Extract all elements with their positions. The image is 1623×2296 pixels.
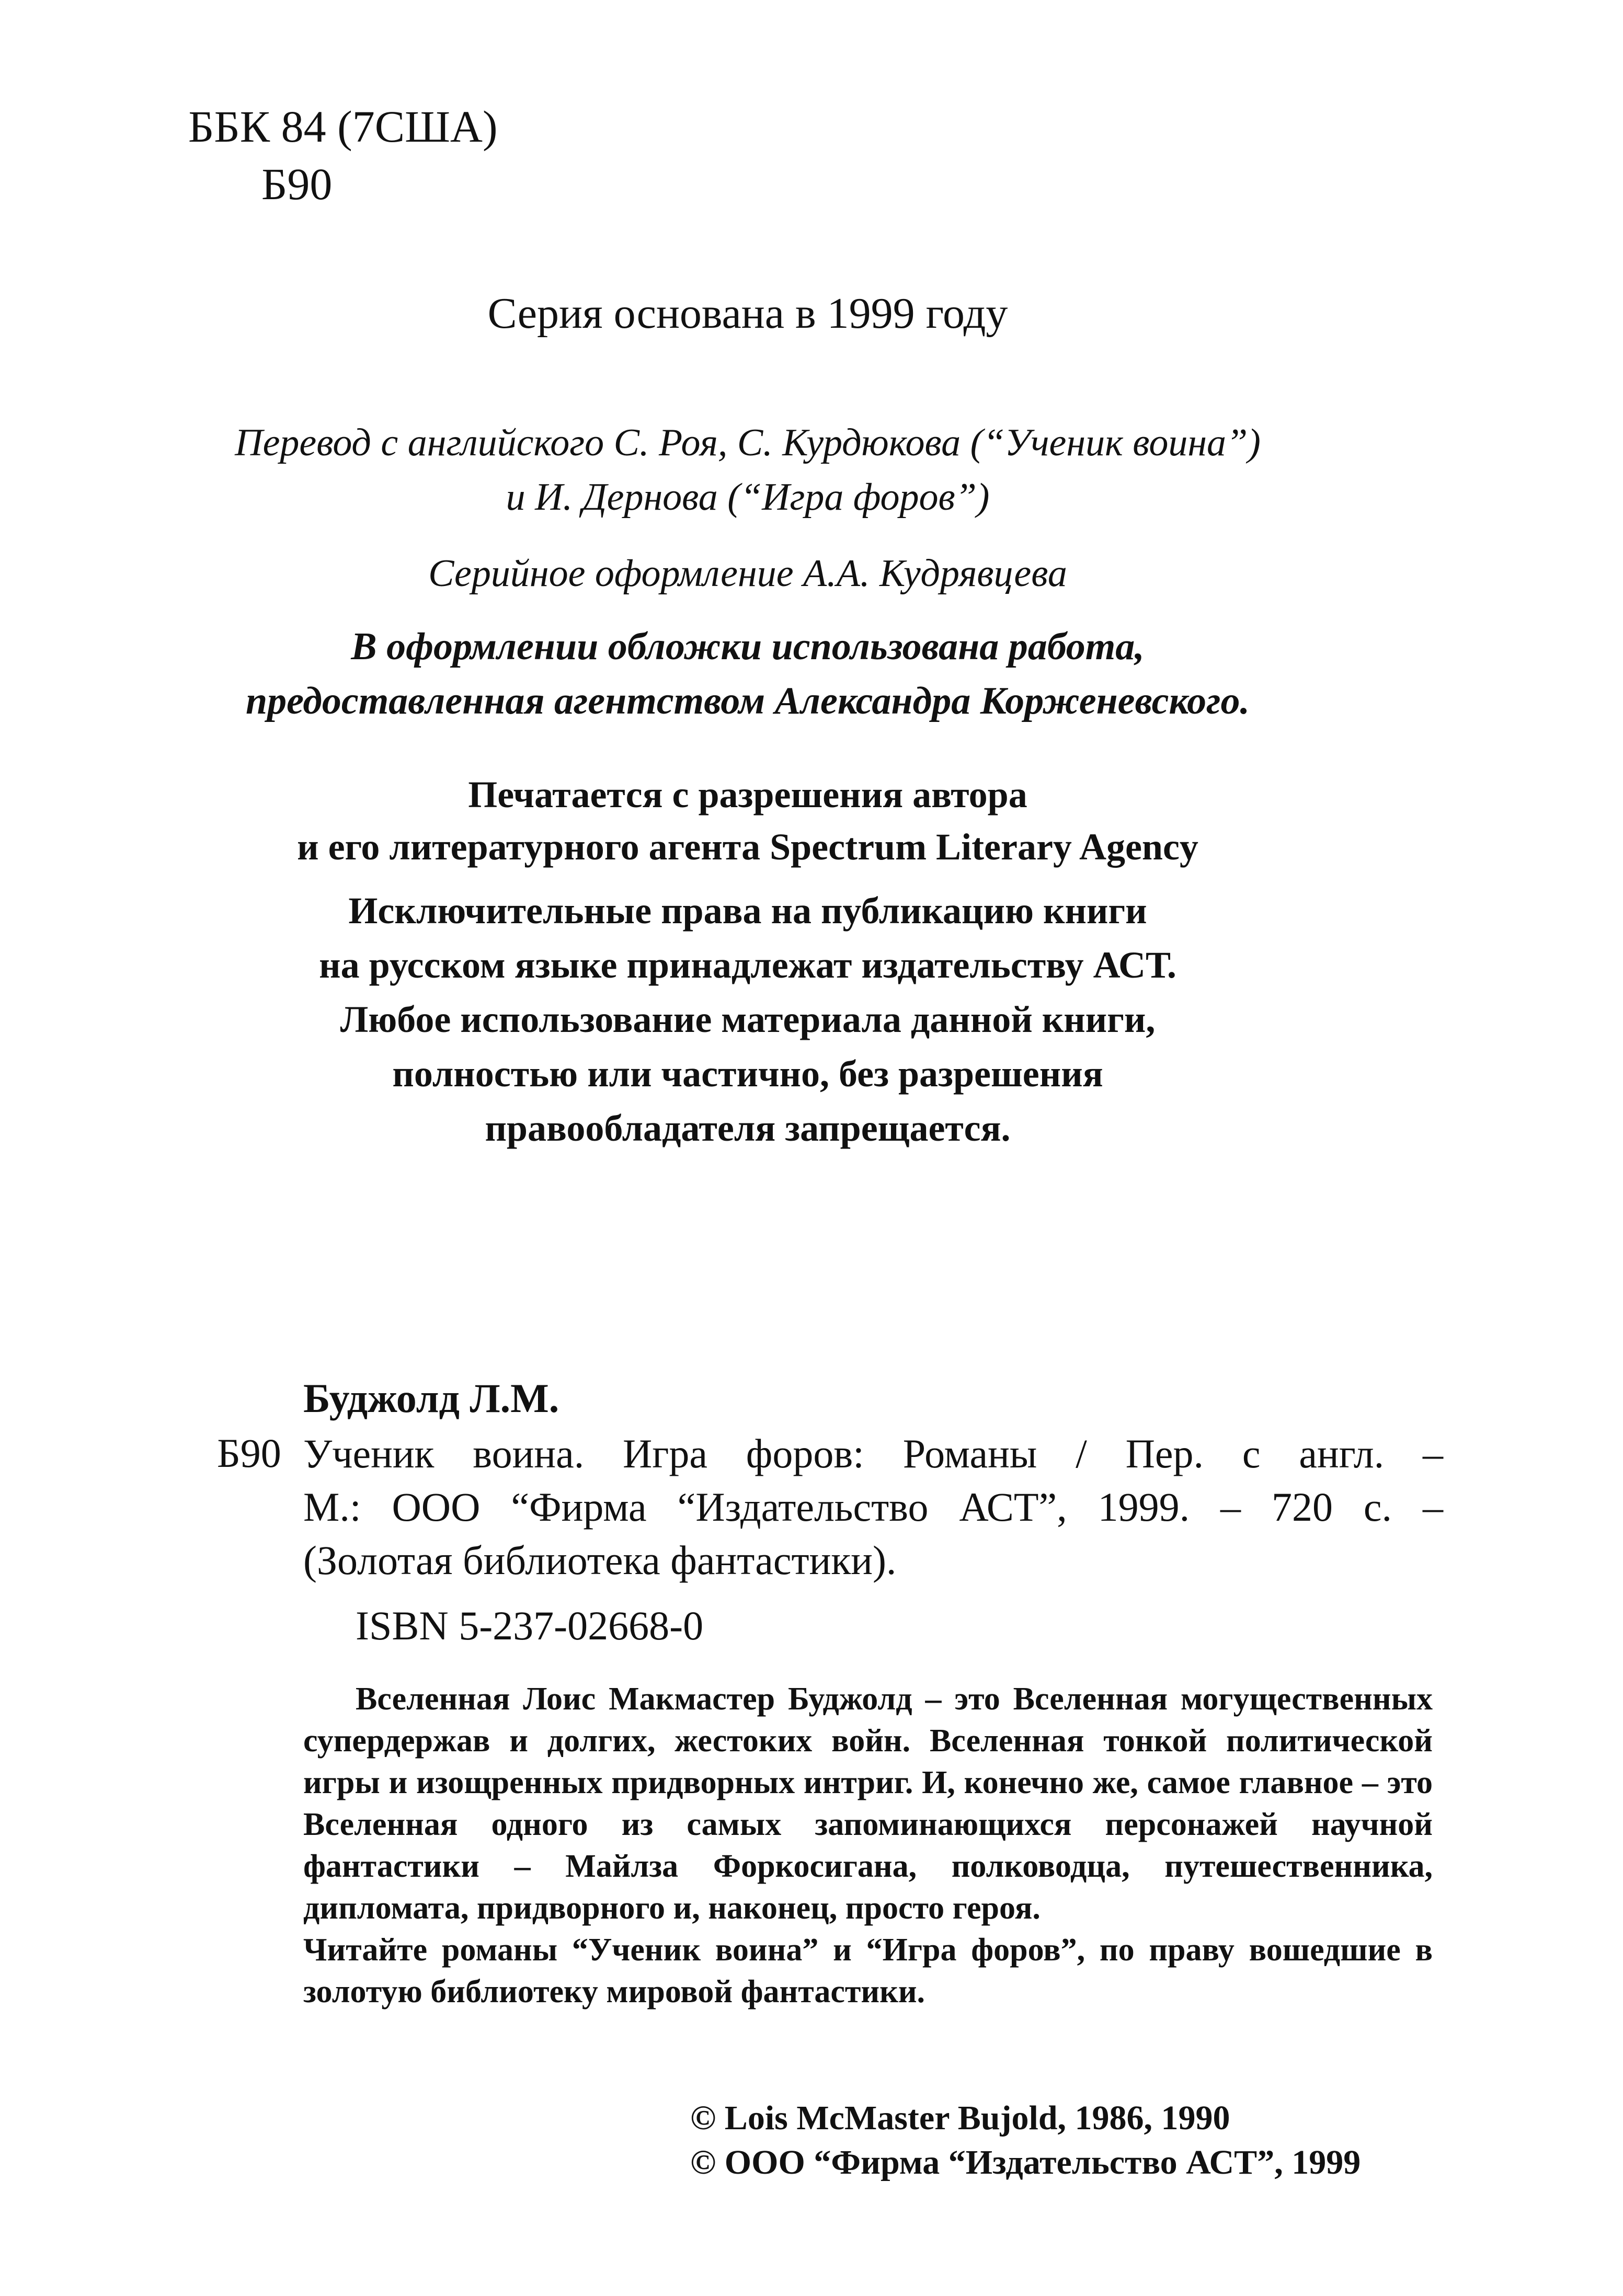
bibliography-line-1: Ученик воина. Игра форов: Романы / Пер. с англ. – [303,1431,1443,1476]
translation-credits [173,416,1323,524]
cover-credit [173,619,1323,728]
annotation [303,1678,1433,2013]
permission-line-2: и его литературного агента Spectrum Literary Agency [297,826,1198,868]
series-note: Серия основана в 1999 году [487,289,1008,338]
bbk-code: ББК 84 (7США) [188,101,498,152]
annotation-paragraph-1: Вселенная Лоис Макмастер Буджолд – это Вселенная могущественных супердержав и долгих, жестоких войн. Вселенная тонкой политической игры и изощренных придворных интриг. И, конечно же, самое главное – это Вселенная одного из самых запоминающихся персонажей научной фантастики – Майлза Форкосигана, полководца, путешественника, дипломата, придворного и, наконец, просто героя. [303,1681,1433,1926]
isbn: ISBN 5-237-02668-0 [356,1603,704,1648]
copyright-author: © Lois McMaster Bujold, 1986, 1990 [690,2099,1230,2137]
permission-line-1: Печатается с разрешения автора [468,774,1027,816]
rights-line-1: Исключительные права на публикацию книги [348,890,1147,932]
bibliography-author: Буджолд Л.М. [303,1375,559,1421]
bibliography-line-3: (Золотая библиотека фантастики). [303,1537,897,1583]
series-design-credit: Серийное оформление А.А. Кудрявцева [428,552,1067,595]
author-sign-code: Б90 [261,159,333,209]
bibliography-description [303,1427,1443,1587]
translation-line-1: Перевод с английского С. Роя, С. Курдюкова (“Ученик воина”) [235,421,1261,464]
rights-line-5: правообладателя запрещается. [485,1107,1011,1149]
rights-line-4: полностью или частично, без разрешения [392,1053,1103,1095]
annotation-paragraph-2: Читайте романы “Ученик воина” и “Игра форов”, по праву вошедшие в золотую библиотеку мировой фантастики. [303,1932,1433,2010]
rights-line-2: на русском языке принадлежат издательству АСТ. [319,944,1176,986]
rights-notice [173,883,1323,1155]
cover-line-2: предоставленная агентством Александра Корженевского. [246,680,1250,722]
bibliography-line-2: М.: ООО “Фирма “Издательство АСТ”, 1999. – 720 с. – [303,1484,1443,1530]
permission-note [173,768,1323,873]
bibliography-code: Б90 [217,1430,281,1476]
rights-line-3: Любое использование материала данной книги, [340,998,1156,1040]
cover-line-1: В оформлении обложки использована работа, [351,625,1145,668]
copyright-publisher: © ООО “Фирма “Издательство АСТ”, 1999 [690,2143,1361,2182]
translation-line-2: и И. Дернова (“Игра форов”) [506,476,990,519]
